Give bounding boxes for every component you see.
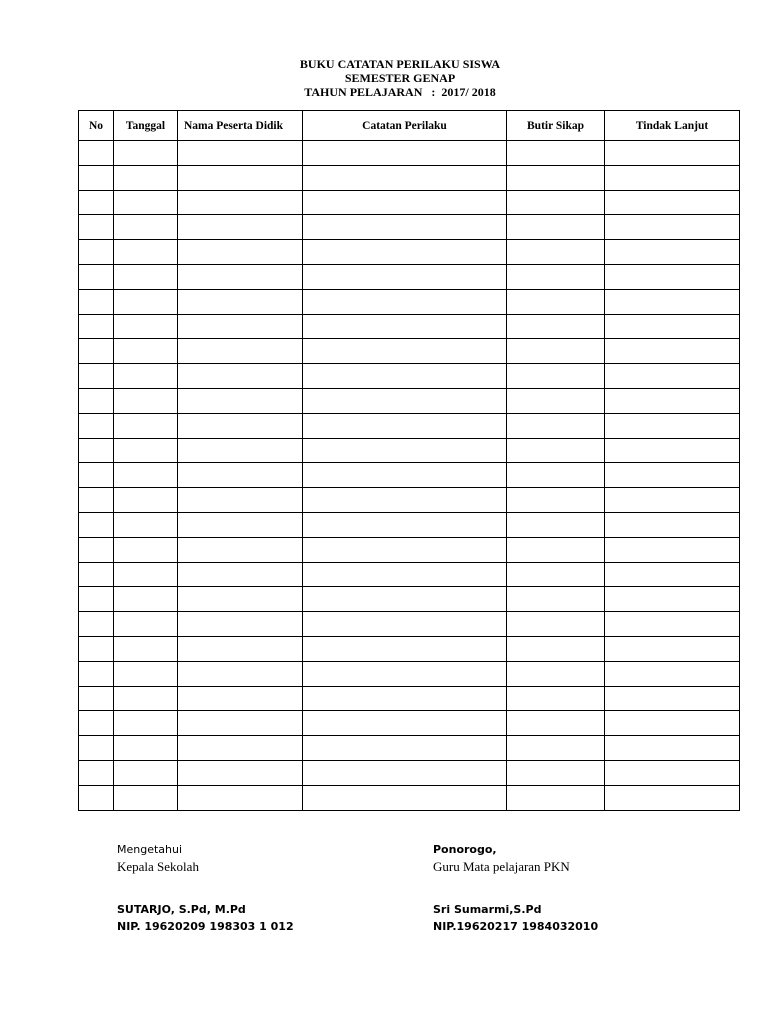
table-cell [79,785,114,810]
table-cell [114,190,178,215]
table-cell [507,736,605,761]
table-cell [507,190,605,215]
table-cell [178,240,303,265]
table-row [79,686,740,711]
table-cell [605,636,740,661]
table-cell [303,240,507,265]
table-cell [507,289,605,314]
table-cell [303,141,507,166]
table-cell [507,364,605,389]
table-cell [79,760,114,785]
table-cell [605,339,740,364]
table-row [79,215,740,240]
table-cell [605,760,740,785]
table-cell [605,165,740,190]
table-cell [79,537,114,562]
table-row [79,463,740,488]
principal-role: Kepala Sekolah [117,859,199,874]
table-cell [303,661,507,686]
table-row [79,785,740,810]
table-cell [605,736,740,761]
table-cell [79,364,114,389]
table-cell [303,636,507,661]
table-cell [114,314,178,339]
table-cell [507,686,605,711]
table-row [79,587,740,612]
table-cell [507,141,605,166]
table-cell [303,165,507,190]
table-cell [303,339,507,364]
table-cell [114,339,178,364]
table-cell [79,463,114,488]
table-cell [114,636,178,661]
table-cell [605,612,740,637]
table-cell [605,388,740,413]
table-cell [114,438,178,463]
table-cell [303,785,507,810]
signature-block-teacher [433,841,598,935]
table-cell [605,488,740,513]
table-cell [79,711,114,736]
table-row [79,562,740,587]
table-row [79,388,740,413]
table-cell [507,240,605,265]
table-cell [303,413,507,438]
table-cell [605,711,740,736]
table-cell [114,215,178,240]
teacher-nip: NIP.19620217 1984032010 [433,920,599,933]
table-cell [79,165,114,190]
table-cell [303,463,507,488]
table-cell [79,240,114,265]
table-cell [303,190,507,215]
table-row [79,314,740,339]
table-cell [507,438,605,463]
table-cell [178,612,303,637]
table-cell [507,215,605,240]
table-cell [303,587,507,612]
table-cell [178,190,303,215]
table-cell [605,587,740,612]
table-cell [178,463,303,488]
table-cell [507,512,605,537]
place-label: Ponorogo, [433,843,497,856]
table-row [79,711,740,736]
table-cell [114,661,178,686]
table-cell [114,264,178,289]
title-line-1: BUKU CATATAN PERILAKU SISWA [299,57,501,71]
table-cell [605,785,740,810]
table-row [79,636,740,661]
table-row [79,289,740,314]
table-cell [114,785,178,810]
table-cell [79,438,114,463]
table-cell [178,165,303,190]
table-cell [79,264,114,289]
table-cell [178,141,303,166]
table-row [79,190,740,215]
table-cell [605,215,740,240]
table-header-row [79,111,740,141]
table-row [79,141,740,166]
table-row [79,512,740,537]
table-cell [303,736,507,761]
table-cell [303,537,507,562]
table-cell [507,562,605,587]
title-line-2: SEMESTER GENAP [344,71,456,85]
table-cell [303,264,507,289]
table-cell [114,562,178,587]
table-cell [507,760,605,785]
table-cell [178,339,303,364]
table-cell [507,165,605,190]
table-cell [507,537,605,562]
document-title [0,57,768,99]
table-cell [114,413,178,438]
table-cell [79,190,114,215]
table-cell [507,388,605,413]
acknowledge-label: Mengetahui [117,843,183,856]
table-cell [605,438,740,463]
table-cell [507,587,605,612]
table-cell [303,314,507,339]
table-cell [114,364,178,389]
table-cell [605,264,740,289]
table-cell [178,314,303,339]
table-row [79,612,740,637]
table-cell [507,339,605,364]
table-cell [605,686,740,711]
table-row [79,488,740,513]
table-cell [79,388,114,413]
table-cell [605,661,740,686]
table-cell [303,364,507,389]
table-cell [79,661,114,686]
table-cell [114,240,178,265]
table-cell [114,463,178,488]
table-cell [79,686,114,711]
table-row [79,438,740,463]
principal-name: SUTARJO, S.Pd, M.Pd [117,903,246,916]
table-cell [605,562,740,587]
table-cell [507,785,605,810]
table-cell [178,364,303,389]
table-row [79,661,740,686]
table-cell [178,537,303,562]
table-cell [178,264,303,289]
table-cell [79,562,114,587]
table-cell [114,537,178,562]
table-cell [178,760,303,785]
table-cell [303,438,507,463]
column-header-butir-sikap: Butir Sikap [507,111,605,141]
column-header-tindak-lanjut: Tindak Lanjut [605,111,740,141]
table-cell [79,413,114,438]
table-cell [114,512,178,537]
table-cell [79,512,114,537]
table-cell [178,587,303,612]
table-cell [605,463,740,488]
table-cell [79,289,114,314]
table-cell [303,760,507,785]
table-cell [507,612,605,637]
table-cell [178,562,303,587]
table-cell [303,512,507,537]
table-cell [507,264,605,289]
table-cell [605,289,740,314]
table-row [79,413,740,438]
table-cell [79,141,114,166]
table-cell [114,711,178,736]
table-cell [178,215,303,240]
table-cell [79,215,114,240]
teacher-role: Guru Mata pelajaran PKN [433,859,570,874]
table-cell [303,488,507,513]
table-cell [303,215,507,240]
table-cell [79,636,114,661]
table-cell [114,388,178,413]
table-row [79,240,740,265]
table-cell [605,364,740,389]
table-cell [507,636,605,661]
column-header-nama-peserta-didik: Nama Peserta Didik [178,111,303,141]
table-row [79,760,740,785]
table-cell [605,240,740,265]
table-cell [114,587,178,612]
column-header-no: No [79,111,114,141]
table-cell [178,661,303,686]
table-cell [114,686,178,711]
table-cell [114,760,178,785]
table-row [79,165,740,190]
table-cell [605,512,740,537]
table-cell [178,785,303,810]
table-cell [507,463,605,488]
table-cell [79,736,114,761]
table-cell [507,314,605,339]
table-cell [178,711,303,736]
table-cell [507,661,605,686]
title-line-3: TAHUN PELAJARAN : 2017/ 2018 [304,85,496,99]
table-cell [178,388,303,413]
table-cell [79,612,114,637]
table-cell [79,488,114,513]
table-cell [114,141,178,166]
table-cell [303,686,507,711]
table-cell [178,289,303,314]
teacher-name: Sri Sumarmi,S.Pd [433,903,542,916]
table-row [79,736,740,761]
table-cell [605,413,740,438]
table-cell [303,711,507,736]
table-cell [605,141,740,166]
table-row [79,264,740,289]
table-cell [507,413,605,438]
column-header-tanggal: Tanggal [114,111,178,141]
table-cell [114,736,178,761]
table-cell [114,289,178,314]
table-row [79,364,740,389]
table-cell [114,165,178,190]
table-cell [303,562,507,587]
principal-nip: NIP. 19620209 198303 1 012 [117,920,294,933]
column-header-catatan-perilaku: Catatan Perilaku [303,111,507,141]
table-cell [178,636,303,661]
table-cell [178,413,303,438]
table-cell [605,190,740,215]
table-cell [79,314,114,339]
table-cell [178,686,303,711]
table-cell [114,488,178,513]
table-cell [507,488,605,513]
table-cell [178,438,303,463]
signature-block-principal [117,841,294,935]
table-cell [114,612,178,637]
behavior-record-table [78,110,740,811]
table-cell [178,512,303,537]
table-cell [605,537,740,562]
table-cell [303,289,507,314]
table-cell [303,612,507,637]
table-cell [605,314,740,339]
table-row [79,339,740,364]
table-row [79,537,740,562]
table-cell [79,587,114,612]
table-cell [507,711,605,736]
table-cell [178,488,303,513]
table-cell [303,388,507,413]
table-cell [178,736,303,761]
table-cell [79,339,114,364]
table-body [79,141,740,811]
